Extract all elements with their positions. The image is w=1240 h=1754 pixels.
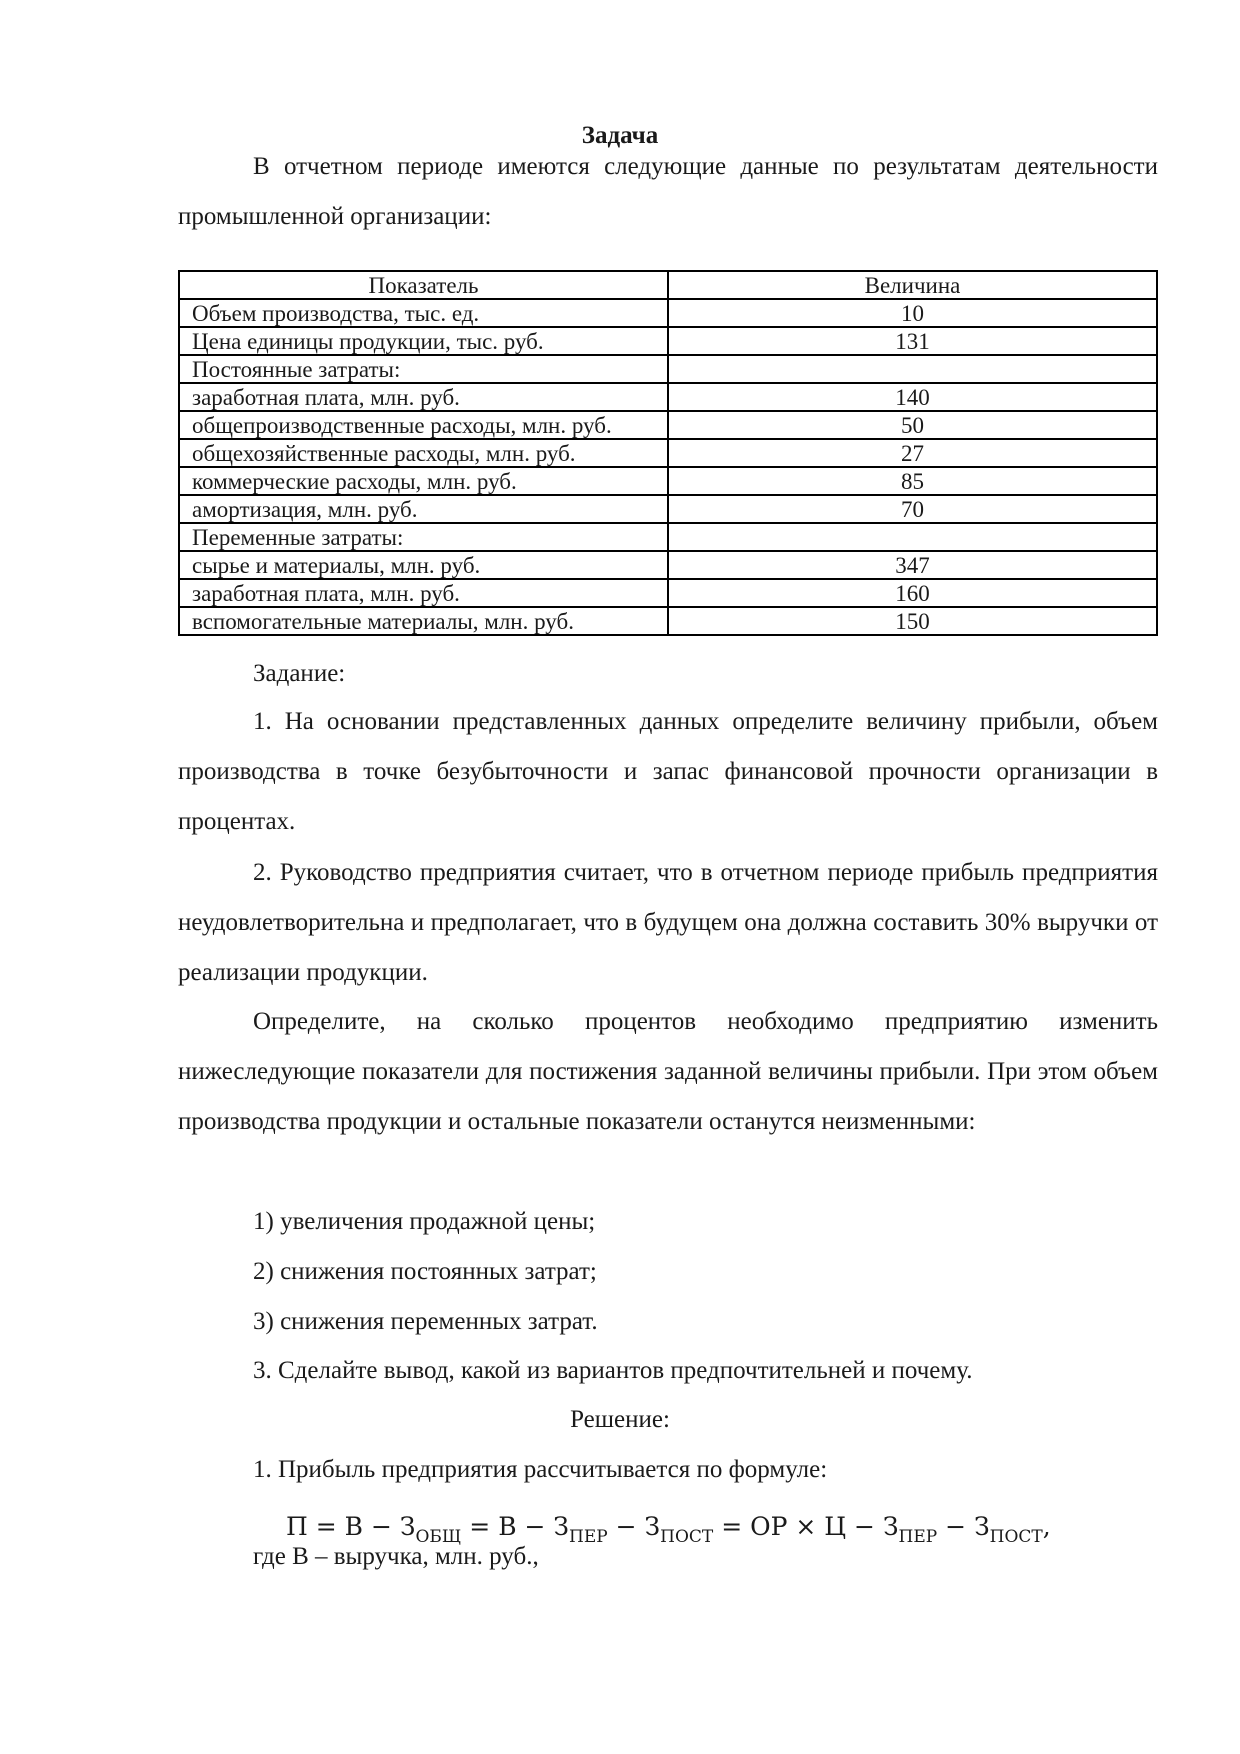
formula-profit: П (286, 1512, 308, 1541)
formula-equals: = (721, 1512, 743, 1541)
value-cell: 27 (668, 439, 1157, 467)
value-cell: 131 (668, 327, 1157, 355)
value-cell: 140 (668, 383, 1157, 411)
profit-formula (286, 1512, 1051, 1547)
formula-revenue: В (344, 1512, 364, 1541)
table-row (179, 355, 1157, 383)
value-cell (668, 523, 1157, 551)
option-fixed-costs: 2) снижения постоянных затрат; (253, 1258, 597, 1285)
value-cell: 85 (668, 467, 1157, 495)
indicator-cell: вспомогательные материалы, млн. руб. (179, 607, 668, 635)
task-heading: Задание: (253, 660, 346, 687)
indicator-cell: Постоянные затраты: (179, 355, 668, 383)
page-title: Задача (581, 122, 659, 149)
formula-revenue: В (498, 1512, 517, 1541)
indicator-cell: сырье и материалы, млн. руб. (179, 551, 668, 579)
table-row (179, 579, 1157, 607)
table-row (179, 411, 1157, 439)
formula-minus: − (615, 1512, 637, 1541)
value-cell: 10 (668, 299, 1157, 327)
task-2-detail-paragraph: Определите, на сколько процентов необходимо предприятию изменить нижеследующие показатели для постижения заданной величины прибыли. При этом объем производства продукции и остальные показатели останутся неизменными: (178, 1008, 1158, 1135)
where-line: где В – выручка, млн. руб., (253, 1543, 539, 1570)
formula-minus: − (371, 1512, 392, 1541)
formula-price: Ц (824, 1512, 847, 1541)
indicator-cell: общехозяйственные расходы, млн. руб. (179, 439, 668, 467)
table-row (179, 607, 1157, 635)
indicator-cell: коммерческие расходы, млн. руб. (179, 467, 668, 495)
value-cell: 70 (668, 495, 1157, 523)
indicator-cell: Переменные затраты: (179, 523, 668, 551)
table-row (179, 299, 1157, 327)
indicator-cell: амортизация, млн. руб. (179, 495, 668, 523)
value-cell: 347 (668, 551, 1157, 579)
table-header-indicator: Показатель (179, 271, 668, 299)
formula-fixed-costs: $З_{ПОСТ}$, (974, 1512, 1051, 1547)
formula-minus: − (524, 1512, 546, 1541)
formula-minus: − (945, 1512, 967, 1541)
table-row (179, 327, 1157, 355)
solution-step-1: 1. Прибыль предприятия рассчитывается по формуле: (253, 1456, 828, 1483)
table-row (179, 495, 1157, 523)
formula-volume: ОР (750, 1512, 788, 1541)
task-3-paragraph: 3. Сделайте вывод, какой из вариантов предпочтительней и почему. (253, 1357, 973, 1384)
table-row (179, 523, 1157, 551)
table-row (179, 467, 1157, 495)
formula-fixed-costs: $З_{ПОСТ}$ (644, 1512, 714, 1547)
table-header-row (179, 271, 1157, 299)
table-row (179, 551, 1157, 579)
option-variable-costs: 3) снижения переменных затрат. (253, 1308, 598, 1335)
formula-equals: = (315, 1512, 337, 1541)
indicator-cell: заработная плата, млн. руб. (179, 383, 668, 411)
formula-equals: = (469, 1512, 491, 1541)
option-price: 1) увеличения продажной цены; (253, 1208, 596, 1235)
value-cell: 150 (668, 607, 1157, 635)
data-table (178, 270, 1158, 636)
value-cell (668, 355, 1157, 383)
intro-paragraph: В отчетном периоде имеются следующие данные по результатам деятельности промышленной организации: (178, 153, 1158, 230)
formula-total-costs: $З_{ОБЩ}$ (399, 1512, 462, 1547)
formula-times: × (795, 1512, 817, 1541)
task-1-paragraph: 1. На основании представленных данных определите величину прибыли, объем производства в точке безубыточности и запас финансовой прочности организации в процентах. (178, 708, 1158, 835)
indicator-cell: Объем производства, тыс. ед. (179, 299, 668, 327)
table-row (179, 383, 1157, 411)
task-2-paragraph: 2. Руководство предприятия считает, что в отчетном периоде прибыль предприятия неудовлетворительна и предполагает, что в будущем она должна составить 30% выручки от реализации продукции. (178, 859, 1158, 986)
formula-variable-costs: $З_{ПЕР}$ (553, 1512, 608, 1547)
table-row (179, 439, 1157, 467)
indicator-cell: заработная плата, млн. руб. (179, 579, 668, 607)
value-cell: 160 (668, 579, 1157, 607)
formula-minus: − (854, 1512, 875, 1541)
value-cell: 50 (668, 411, 1157, 439)
table-header-value: Величина (668, 271, 1157, 299)
solution-heading: Решение: (570, 1406, 670, 1433)
indicator-cell: общепроизводственные расходы, млн. руб. (179, 411, 668, 439)
indicator-cell: Цена единицы продукции, тыс. руб. (179, 327, 668, 355)
formula-variable-costs: $З_{ПЕР}$ (882, 1512, 938, 1547)
